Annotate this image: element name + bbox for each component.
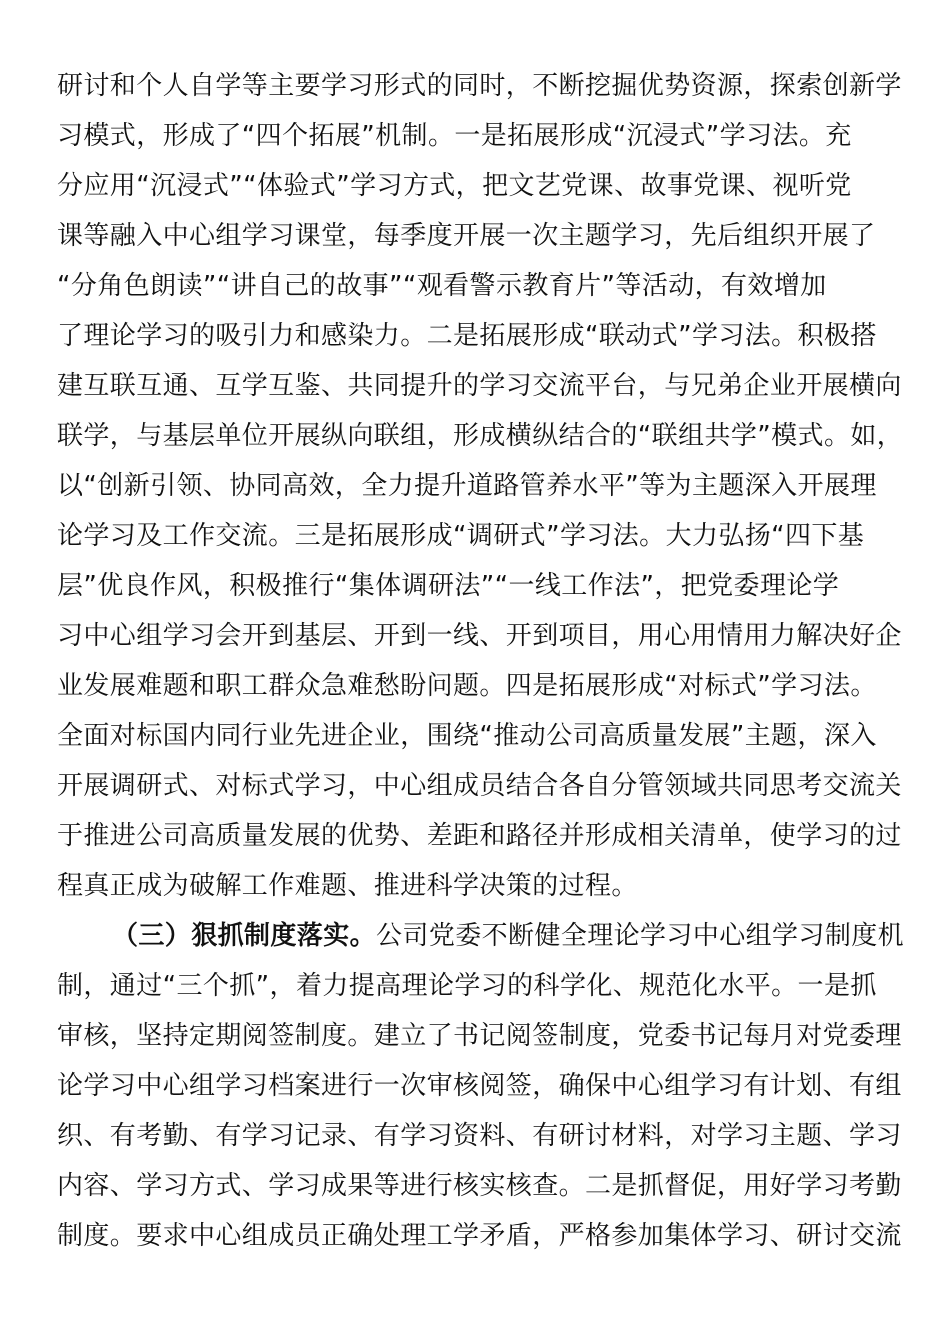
text-line: 课等融入中心组学习课堂，每季度开展一次主题学习，先后组织开展了 [57,221,876,251]
section-heading-line [112,918,904,954]
text-line: 研讨和个人自学等主要学习形式的同时，不断挖掘优势资源，探索创新学 [57,71,902,101]
text-line: 层”优良作风，积极推行“集体调研法”“一线工作法”，把党委理论学 [57,571,840,601]
text-line: 联学，与基层单位开展纵向联组，形成横纵结合的“联组共学”模式。如， [57,421,904,451]
text-line: 习模式，形成了“四个拓展”机制。一是拓展形成“沉浸式”学习法。充 [57,121,852,151]
section-heading-rest: 公司党委不断健全理论学习中心组学习制度机 [376,921,905,951]
text-line: 了理论学习的吸引力和感染力。二是拓展形成“联动式”学习法。积极搭 [57,321,877,351]
text-line: 业发展难题和职工群众急难愁盼问题。四是拓展形成“对标式”学习法。 [57,671,877,701]
text-line: 论学习中心组学习档案进行一次审核阅签，确保中心组学习有计划、有组 [57,1071,902,1101]
text-line: “分角色朗读”“讲自己的故事”“观看警示教育片”等活动，有效增加 [57,271,827,301]
text-line: 论学习及工作交流。三是拓展形成“调研式”学习法。大力弘扬“四下基 [57,521,865,551]
text-line: 分应用“沉浸式”“体验式”学习方式，把文艺党课、故事党课、视听党 [57,171,852,201]
text-line: 以“创新引领、协同高效，全力提升道路管养水平”等为主题深入开展理 [57,471,877,501]
text-line: 内容、学习方式、学习成果等进行核实核查。二是抓督促，用好学习考勤 [57,1171,902,1201]
text-line: 习中心组学习会开到基层、开到一线、开到项目，用心用情用力解决好企 [57,621,902,651]
text-line: 制，通过“三个抓”，着力提高理论学习的科学化、规范化水平。一是抓 [57,971,877,1001]
text-line: 织、有考勤、有学习记录、有学习资料、有研讨材料，对学习主题、学习 [57,1121,902,1151]
text-line: 建互联互通、互学互鉴、共同提升的学习交流平台，与兄弟企业开展横向 [57,371,902,401]
text-line: 程真正成为破解工作难题、推进科学决策的过程。 [57,871,638,901]
text-line: 于推进公司高质量发展的优势、差距和路径并形成相关清单，使学习的过 [57,821,902,851]
section-heading: （三）狠抓制度落实。 [112,921,377,951]
text-line: 审核，坚持定期阅签制度。建立了书记阅签制度，党委书记每月对党委理 [57,1021,902,1051]
text-line: 制度。要求中心组成员正确处理工学矛盾，严格参加集体学习、研讨交流 [57,1221,902,1251]
text-line: 全面对标国内同行业先进企业，围绕“推动公司高质量发展”主题，深入 [57,721,877,751]
text-line: 开展调研式、对标式学习，中心组成员结合各自分管领域共同思考交流关 [57,771,902,801]
